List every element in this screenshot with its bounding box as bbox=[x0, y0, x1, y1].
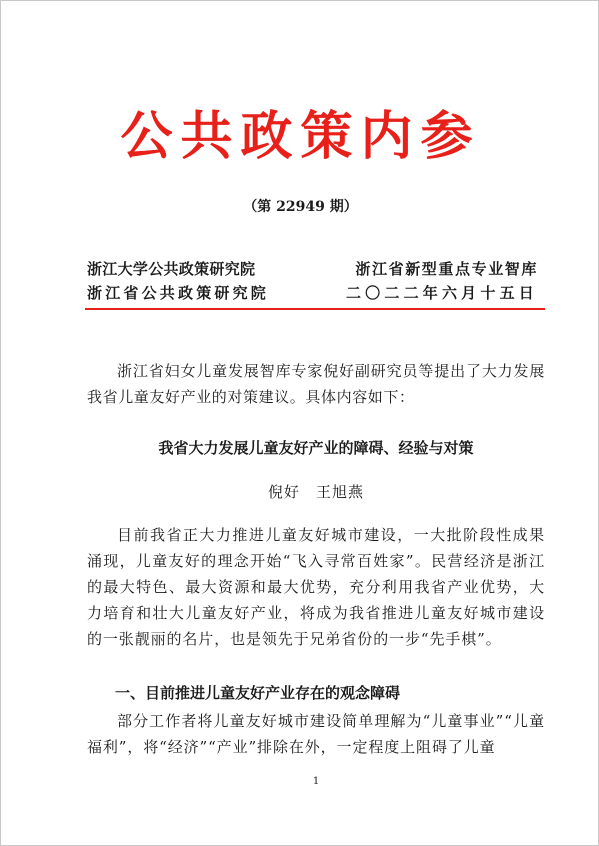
issue-number: （第 22949 期） bbox=[243, 199, 358, 215]
section-heading-1: 一、目前推进儿童友好产业存在的观念障碍 bbox=[115, 684, 401, 702]
article-authors: 倪好 王旭燕 bbox=[267, 483, 364, 501]
body-paragraph-2: 部分工作者将儿童友好城市建设简单理解为“儿童事业”“儿童福利”，将“经济”“产业”排除在外，一定程度上阻碍了儿童 bbox=[87, 712, 545, 756]
publication-date: 二〇二二年六月十五日 bbox=[345, 284, 538, 302]
page-number: 1 bbox=[312, 776, 320, 787]
masthead-title: 公共政策内参 bbox=[120, 106, 481, 167]
think-tank-label: 浙江省新型重点专业智库 bbox=[355, 260, 538, 278]
publisher-line-1: 浙江大学公共政策研究院 bbox=[87, 260, 256, 278]
body-paragraph-1: 目前我省正大力推进儿童友好城市建设，一大批阶段性成果涌现，儿童友好的理念开始“飞入寻常百姓家”。民营经济是浙江的最大特色、最大资源和最大优势，充分利用我省产业优势，大力培育和壮大儿童友好产业，将成为我省推进儿童友好城市建设的一张靓丽的名片，也是领先于兄弟省份的一步“先手棋”。 bbox=[87, 526, 545, 648]
article-title: 我省大力发展儿童友好产业的障碍、经验与对策 bbox=[158, 439, 474, 457]
header-divider bbox=[85, 308, 545, 310]
intro-paragraph: 浙江省妇女儿童发展智库专家倪好副研究员等提出了大力发展我省儿童友好产业的对策建议。具体内容如下： bbox=[87, 362, 545, 406]
publisher-line-2: 浙江省公共政策研究院 bbox=[87, 284, 270, 302]
